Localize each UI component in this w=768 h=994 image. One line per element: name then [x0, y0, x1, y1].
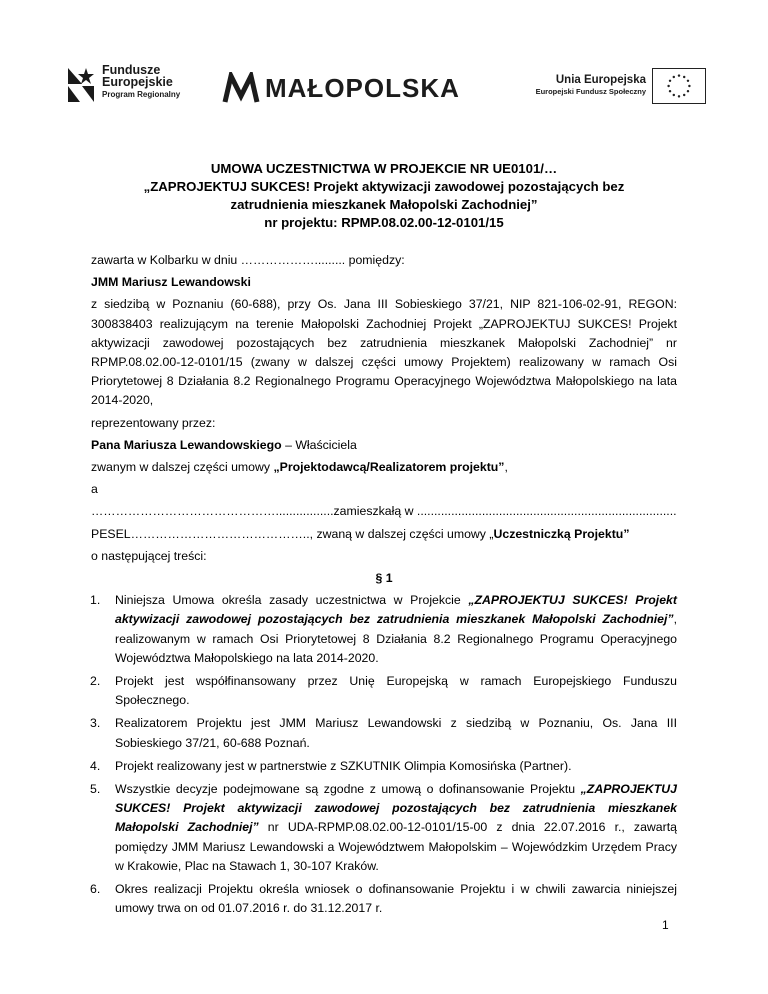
list-item [91, 591, 677, 668]
representative-name: Pana Mariusza Lewandowskiego [91, 437, 282, 452]
malopolska-m-icon [222, 72, 260, 104]
title-line-1: UMOWA UCZESTNICTWA W PROJEKCIE NR UE0101/… [210, 161, 558, 176]
list-item [91, 672, 677, 710]
called-bold: „Projektodawcą/Realizatorem projektu” [273, 460, 505, 475]
pesel-bold: Uczestniczką Projektu” [493, 526, 630, 541]
party2-fill-line: ……………………………………….................zamieszkałą w ............................................................................ [91, 504, 677, 519]
item-number: 3. [90, 716, 101, 731]
item-text: Realizatorem Projektu jest JMM Mariusz Lewandowski z siedzibą w Poznaniu, Os. Jana III Sobieskiego 37/21, 60-688 Poznań. [115, 716, 677, 750]
following-content: o następującej treści: [91, 548, 207, 563]
title-line-3: zatrudnienia mieszkanek Małopolski Zachodniej” [230, 197, 538, 212]
item-number: 1. [90, 593, 101, 608]
ue-line2: Europejski Fundusz Społeczny [535, 87, 646, 96]
document-title [80, 160, 688, 232]
pesel-line [91, 525, 677, 544]
item-text: Projekt jest współfinansowany przez Unię Europejską w ramach Europejskiego Funduszu Społecznego. [115, 674, 677, 708]
called-prefix: zwanym w dalszej części umowy [91, 460, 274, 475]
item-text-tail: nr UDA-RPMP.08.02.00-12-0101/15-00 z dnia 22.07.2016 r., zawartą pomiędzy JMM Mariusz Lewandowski a Województwem Małopolskim – Wojewódzkim Urzędem Pracy w Krakowie, Plac na Stawach 1, 30-107 Kraków. [115, 820, 677, 873]
list-item [91, 757, 677, 776]
title-line-2: „ZAPROJEKTUJ SUKCES! Projekt aktywizacji zawodowej pozostających bez [143, 179, 625, 194]
item-text: Wszystkie decyzje podejmowane są zgodne z umową o dofinansowanie Projektu [115, 782, 581, 797]
party1-description: z siedzibą w Poznaniu (60-688), przy Os. Jana III Sobieskiego 37/21, NIP 821-106-02-91, REGON: 300838403 realizującym na terenie Małopolski Zachodniej Projekt „ZAPROJEKTUJ SUKCES! Projekt aktywizacji zawodowej pozostających bez zatrudnienia mieszkanek Małopolski Zachodniej” nr RPMP.08.02.00-12-0101/15 (zwany w dalszej części umowy Projektem) realizowany w ramach Osi Priorytetowej 8 Działania 8.2 Regionalnego Programu Operacyjnego Województwa Małopolskiego na lata 2014-2020, [91, 297, 677, 408]
ue-line1: Unia Europejska [555, 74, 646, 86]
fundusze-europejskie-logo [66, 58, 206, 108]
representative-line [91, 436, 677, 455]
fe-star-icon [66, 64, 96, 104]
item-text: Okres realizacji Projektu określa wniosek o dofinansowanie Projektu i w chwili zawarcia niniejszej umowy trwa on od 01.07.2016 r. do 31.12.2017 r. [115, 882, 677, 916]
eu-flag-icon [652, 68, 706, 104]
item-number: 2. [90, 674, 101, 689]
party1-name: JMM Mariusz Lewandowski [91, 275, 251, 290]
logo-bar [66, 58, 716, 118]
list-item [91, 780, 677, 876]
item-number: 4. [90, 758, 101, 773]
unia-europejska-logo [528, 68, 713, 108]
item-text: Projekt realizowany jest w partnerstwie z SZKUTNIK Olimpia Komosińska (Partner). [115, 758, 572, 773]
fe-line1: Fundusze [102, 63, 161, 77]
item-text-tail: , realizowanym w ramach Osi Priorytetowej 8 Działania 8.2 Regionalnego Programu Operacyjnego Województwa Małopolskiego na lata 2014-2020. [115, 612, 677, 665]
malopolska-wordmark: MAŁOPOLSKA [265, 73, 460, 103]
item-number: 5. [90, 782, 101, 797]
item-bold-text: „ZAPROJEKTUJ SUKCES! Projekt aktywizacji zawodowej pozostających bez zatrudnienia mieszkanek Małopolski Zachodniej” [115, 782, 677, 835]
fe-line3: Program Regionalny [102, 90, 181, 99]
title-line-4: nr projektu: RPMP.08.02.00-12-0101/15 [264, 215, 504, 230]
intro-place-date: zawarta w Kolbarku w dniu ………………......... pomiędzy: [91, 253, 405, 267]
item-bold-text: „ZAPROJEKTUJ SUKCES! Projekt aktywizacji zawodowej pozostających bez zatrudnienia mieszkanek Małopolski Zachodniej” [115, 593, 677, 627]
clause-list [91, 591, 677, 918]
party1-called-line [91, 458, 677, 477]
pesel-prefix: PESEL…………………………………….., zwaną w dalszej części umowy „ [91, 526, 494, 541]
list-item [91, 714, 677, 752]
item-number: 6. [90, 882, 101, 897]
representative-role: – Właściciela [281, 437, 357, 452]
document-body [91, 251, 677, 923]
malopolska-logo [222, 68, 512, 108]
section-heading: § 1 [375, 571, 393, 586]
page-number: 1 [662, 918, 669, 932]
and-word: a [91, 482, 98, 497]
called-suffix: , [504, 460, 508, 475]
represented-by: reprezentowany przez: [91, 415, 216, 430]
list-item [91, 880, 677, 918]
fe-line2: Europejskie [102, 75, 173, 89]
item-text: Niniejsza Umowa określa zasady uczestnictwa w Projekcie [115, 593, 469, 608]
